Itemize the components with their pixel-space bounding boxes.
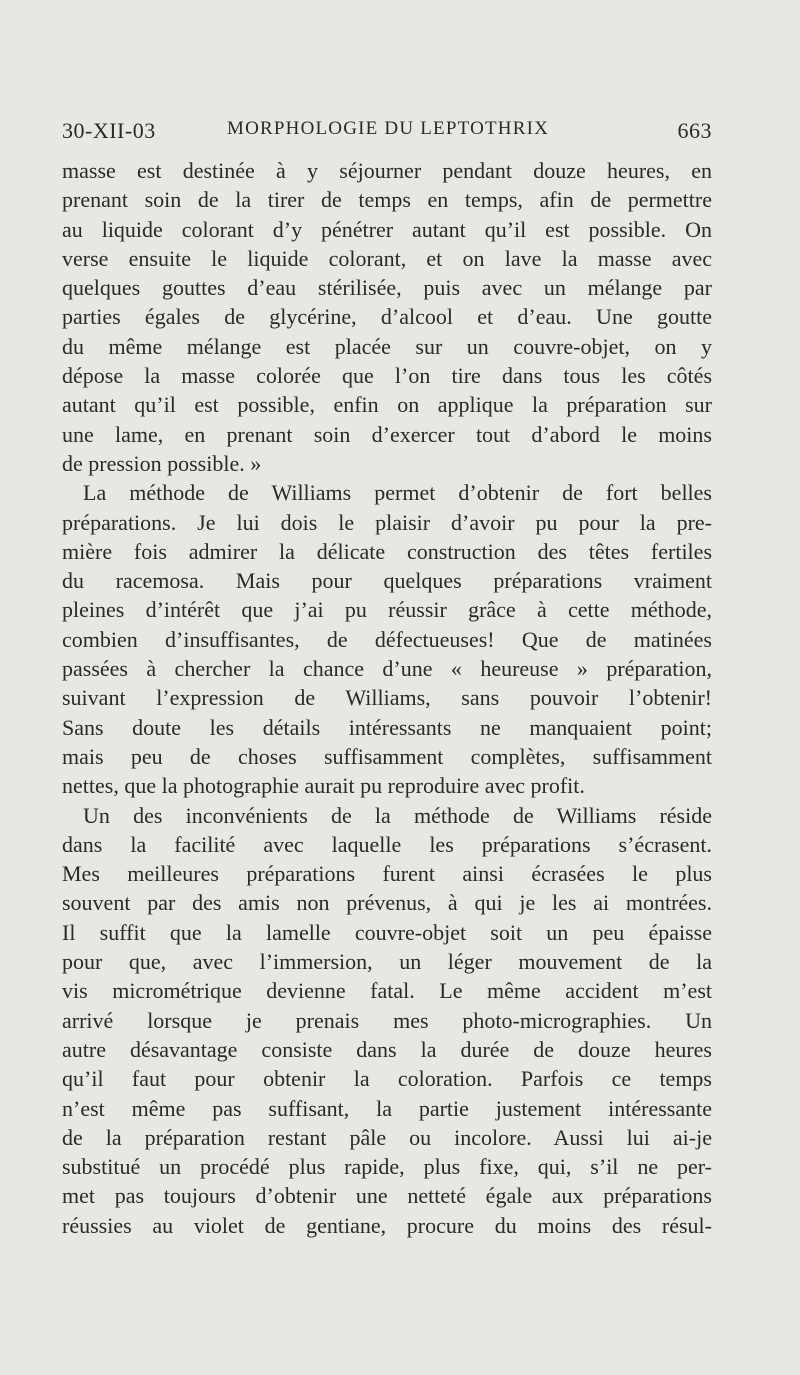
- running-header: [62, 118, 712, 150]
- header-date: 30-XII-03: [62, 118, 156, 143]
- text-line: combien d’insuffisantes, de défectueuses! Que de matinées: [62, 626, 712, 652]
- text-line: préparations. Je lui dois le plaisir d’avoir pu pour la pre-: [62, 509, 712, 535]
- text-line: met pas toujours d’obtenir une netteté égale aux préparations: [62, 1183, 712, 1209]
- text-line: verse ensuite le liquide colorant, et on lave la masse avec: [62, 245, 712, 271]
- text-line: Il suffit que la lamelle couvre-objet soit un peu épaisse: [62, 919, 712, 945]
- header-title: MORPHOLOGIE DU LEPTOTHRIX: [227, 118, 550, 139]
- text-line: réussies au violet de gentiane, procure du moins des résul-: [62, 1212, 712, 1238]
- text-line: dans la facilité avec laquelle les préparations s’écrasent.: [62, 831, 712, 857]
- text-line: du racemosa. Mais pour quelques préparations vraiment: [62, 568, 712, 594]
- text-line: suivant l’expression de Williams, sans pouvoir l’obtenir!: [62, 685, 712, 711]
- text-line: du même mélange est placée sur un couvre-objet, on y: [62, 333, 712, 359]
- text-line: pleines d’intérêt que j’ai pu réussir grâce à cette méthode,: [62, 597, 712, 623]
- text-line: prenant soin de la tirer de temps en temps, afin de permettre: [62, 187, 712, 213]
- text-line: vis micrométrique devienne fatal. Le même accident m’est: [62, 978, 712, 1004]
- text-line: qu’il faut pour obtenir la coloration. Parfois ce temps: [62, 1066, 712, 1092]
- text-line: une lame, en prenant soin d’exercer tout d’abord le moins: [62, 421, 712, 447]
- paragraph-start-line: Un des inconvénients de la méthode de Williams réside: [83, 802, 712, 828]
- text-line: mais peu de choses suffisamment complètes, suffisamment: [62, 743, 712, 769]
- text-line: mière fois admirer la délicate construction des têtes fertiles: [62, 538, 712, 564]
- body-text: [62, 156, 712, 1240]
- page-number: 663: [677, 118, 712, 143]
- text-line: masse est destinée à y séjourner pendant douze heures, en: [62, 158, 712, 183]
- text-line: autre désavantage consiste dans la durée de douze heures: [62, 1036, 712, 1062]
- text-line: nettes, que la photographie aurait pu reproduire avec profit.: [62, 773, 585, 799]
- text-line: pour que, avec l’immersion, un léger mouvement de la: [62, 949, 712, 975]
- text-line: passées à chercher la chance d’une « heureuse » préparation,: [62, 656, 712, 682]
- text-line: souvent par des amis non prévenus, à qui je les ai montrées.: [62, 890, 712, 916]
- text-line: substitué un procédé plus rapide, plus fixe, qui, s’il ne per-: [62, 1154, 712, 1180]
- text-line: Sans doute les détails intéressants ne manquaient point;: [62, 714, 712, 740]
- text-line: n’est même pas suffisant, la partie justement intéressante: [62, 1095, 712, 1121]
- text-line: autant qu’il est possible, enfin on applique la préparation sur: [62, 392, 712, 418]
- text-line: parties égales de glycérine, d’alcool et d’eau. Une goutte: [62, 304, 712, 330]
- text-line: Mes meilleures préparations furent ainsi écrasées le plus: [62, 861, 712, 887]
- text-line: au liquide colorant d’y pénétrer autant qu’il est possible. On: [62, 216, 712, 242]
- text-line: dépose la masse colorée que l’on tire dans tous les côtés: [62, 363, 712, 389]
- text-line: de pression possible. »: [62, 450, 262, 476]
- text-line: quelques gouttes d’eau stérilisée, puis avec un mélange par: [62, 275, 712, 301]
- text-line: de la préparation restant pâle ou incolore. Aussi lui ai-je: [62, 1124, 712, 1150]
- text-line: arrivé lorsque je prenais mes photo-micrographies. Un: [62, 1007, 712, 1033]
- paragraph-start-line: La méthode de Williams permet d’obtenir de fort belles: [83, 480, 712, 506]
